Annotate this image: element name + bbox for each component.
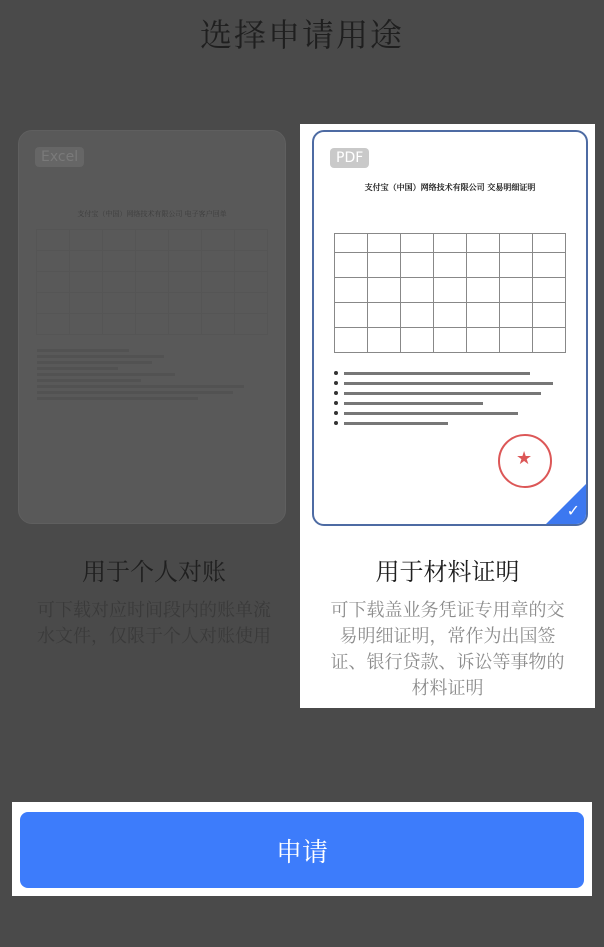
page-title: 选择申请用途	[199, 16, 404, 54]
company-seal-icon: ★	[498, 434, 552, 488]
option-heading-proof: 用于材料证明	[375, 558, 520, 586]
check-icon: ✓	[566, 501, 580, 520]
excel-preview	[18, 130, 286, 524]
excel-preview-title: 支付宝（中国）网络技术有限公司 电子客户回单	[77, 210, 227, 218]
pdf-preview	[312, 130, 588, 526]
apply-button-container	[12, 802, 592, 896]
apply-button[interactable]: 申请	[20, 812, 584, 888]
excel-preview-notes	[37, 349, 267, 400]
excel-document-thumbnail	[31, 171, 273, 501]
option-description-personal: 可下载对应时间段内的账单流水文件，仅限于个人对账使用	[37, 600, 271, 647]
pdf-document-thumbnail	[334, 182, 566, 512]
excel-badge: Excel	[35, 147, 84, 167]
pdf-preview-table	[334, 233, 566, 353]
pdf-preview-title: 支付宝（中国）网络技术有限公司 交易明细证明	[364, 183, 536, 192]
option-card-personal[interactable]	[10, 124, 298, 708]
option-description-proof: 可下载盖业务凭证专用章的交易明细证明，常作为出国签证、银行贷款、诉讼等事物的材料证明	[330, 600, 565, 699]
pdf-preview-notes	[334, 371, 566, 425]
excel-preview-table	[36, 229, 268, 335]
option-card-proof[interactable]	[300, 124, 595, 708]
pdf-badge: PDF	[330, 148, 369, 168]
option-heading-personal: 用于个人对账	[82, 558, 226, 586]
